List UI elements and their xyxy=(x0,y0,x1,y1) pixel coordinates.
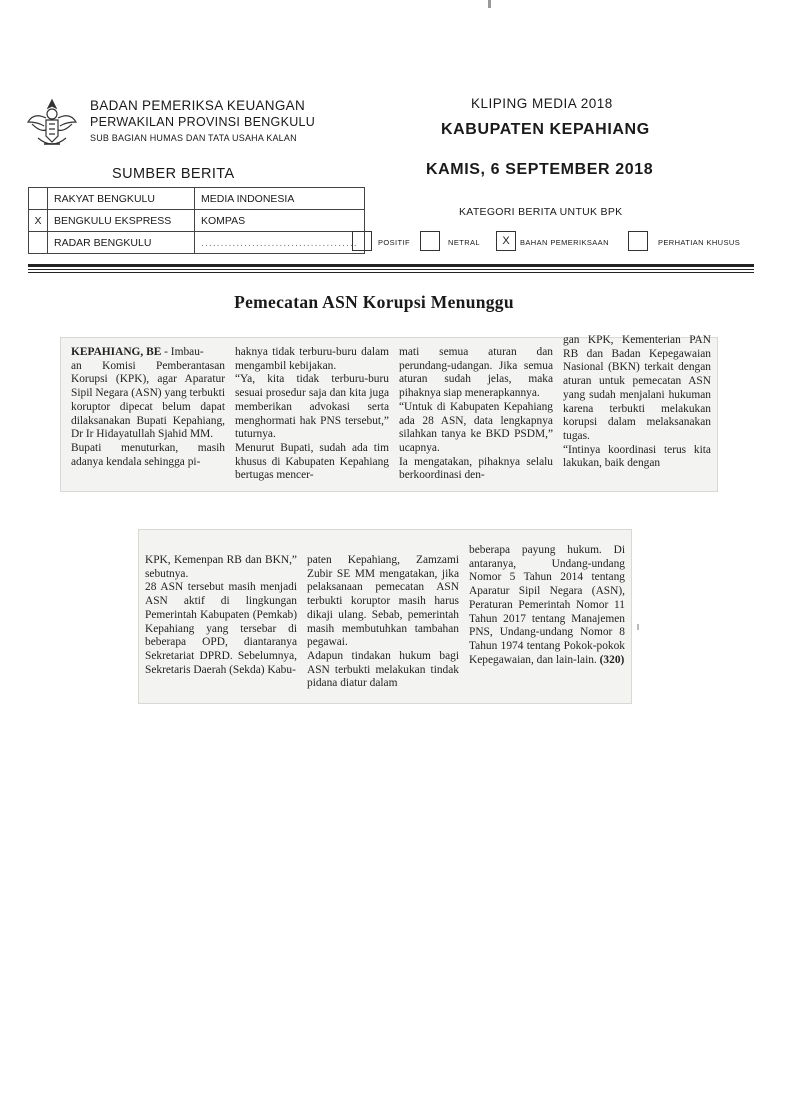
category-checkbox-positif xyxy=(352,231,372,251)
article-column: paten Kepahiang, Zamzami Zubir SE MM mengatakan, jika pelaksanaan pemecatan ASN terbukti koruptor masih harus dikaji ulang. Sebab, pemerintah masih membutuhkan tambahan pegawai. Adapun tindakan hukum bagi ASN terbukti melakukan tindak pidana diatur dalam xyxy=(307,554,459,690)
article-clipping-1 xyxy=(60,334,718,492)
org-subdivision: SUB BAGIAN HUMAS DAN TATA USAHA KALAN xyxy=(90,133,297,143)
article-column: haknya tidak terburu-buru dalam mengambil kebijakan. “Ya, kita tidak terburu-buru sesuai prosedur saja dan kita juga memberikan advokasi serta menghormati hak PNS tersebut,” tuturnya. Menurut Bupati, sudah ada tim khusus di Kabupaten Kepahiang bertugas mencer- xyxy=(235,346,389,482)
source-mark: X xyxy=(29,210,48,232)
article-text: beberapa payung hukum. Di antaranya, Undang-undang Nomor 5 Tahun 2014 tentang Aparatur Sipil Negara (ASN), Peraturan Pemerintah Nomor 11 Tahun 2017 tentang Manajemen PNS, Undang-undang Nomor 8 Tahun 1974 tentang Pokok-pokok Kepegawaian, dan lain-lain. xyxy=(469,544,625,666)
category-checkbox-bahan: X xyxy=(496,231,516,251)
article-headline: Pemecatan ASN Korupsi Menunggu xyxy=(234,292,514,312)
category-label: PERHATIAN KHUSUS xyxy=(658,238,741,247)
source-name: KOMPAS xyxy=(195,210,365,232)
category-label: BAHAN PEMERIKSAAN xyxy=(520,238,609,247)
category-checkbox-netral xyxy=(420,231,440,251)
article-text: - Imbau- an Komisi Pemberantasan Korupsi (KPK), agar Aparatur Sipil Negara (ASN) yang terbukti koruptor dipecat belum dapat dilaksanakan Bupati Kepahiang, Dr Ir Hidayatullah Sjahid MM. Bupati menuturkan, masih adanya kendala sehingga pi- xyxy=(71,346,225,468)
category-label: NETRAL xyxy=(448,238,480,247)
author-code: (320) xyxy=(596,653,625,666)
kliping-label: KLIPING MEDIA 2018 xyxy=(471,96,613,111)
region-title: KABUPATEN KEPAHIANG xyxy=(441,121,650,138)
org-branch: PERWAKILAN PROVINSI BENGKULU xyxy=(90,115,316,129)
publication-date: KAMIS, 6 SEPTEMBER 2018 xyxy=(426,161,654,178)
article-column xyxy=(469,544,625,667)
org-name: BADAN PEMERIKSA KEUANGAN xyxy=(90,98,306,113)
header-divider xyxy=(28,272,754,273)
header-divider xyxy=(28,264,754,267)
source-mark xyxy=(29,232,48,254)
article-column xyxy=(71,346,225,469)
category-label: POSITIF xyxy=(378,238,410,247)
header-divider xyxy=(28,269,754,270)
article-column: gan KPK, Kementerian PAN RB dan Badan Kepegawaian Nasional (BKN) terkait dengan aturan untuk pemecatan ASN yang sudah menjalani hukuman karena terbukti melakukan korupsi dalam melaksanakan tugas. “Intinya koordinasi terus kita lakukan, baik dengan xyxy=(563,334,711,470)
article-column: KPK, Kemenpan RB dan BKN,” sebutnya. 28 ASN tersebut masih menjadi ASN aktif di lingkungan Pemerintah Kabupaten (Pemkab) Kepahiang yang tersebar di beberapa OPD, diantaranya Sekretariat DPRD. Sebelumnya, Sekretaris Daerah (Sekda) Kabu- xyxy=(145,554,297,676)
source-name: RADAR BENGKULU xyxy=(48,232,195,254)
table-row xyxy=(29,188,365,210)
table-row xyxy=(29,232,365,254)
source-name: MEDIA INDONESIA xyxy=(195,188,365,210)
kategori-title: KATEGORI BERITA UNTUK BPK xyxy=(459,206,623,218)
bpk-emblem-icon xyxy=(24,92,80,152)
source-name: BENGKULU EKSPRESS xyxy=(48,210,195,232)
source-name: RAKYAT BENGKULU xyxy=(48,188,195,210)
scan-mark xyxy=(637,624,639,630)
source-mark xyxy=(29,188,48,210)
category-checkbox-perhatian xyxy=(628,231,648,251)
article-clipping-2 xyxy=(138,529,632,704)
sumber-berita-title: SUMBER BERITA xyxy=(112,166,235,182)
article-column: mati semua aturan dan perundang-udangan. Jika semua aturan sudah jelas, maka pihaknya siap menerapkannya. “Untuk di Kabupaten Kepahiang ada 28 ASN, data lengkapnya silahkan tanya ke BKD PSDM,” ucapnya. Ia mengatakan, pihaknya selalu berkoordinasi den- xyxy=(399,346,553,482)
sumber-berita-table xyxy=(28,187,365,254)
scan-mark xyxy=(488,0,491,8)
table-row xyxy=(29,210,365,232)
article-dateline: KEPAHIANG, BE xyxy=(71,346,162,358)
source-blank: ........................................ xyxy=(195,232,365,254)
